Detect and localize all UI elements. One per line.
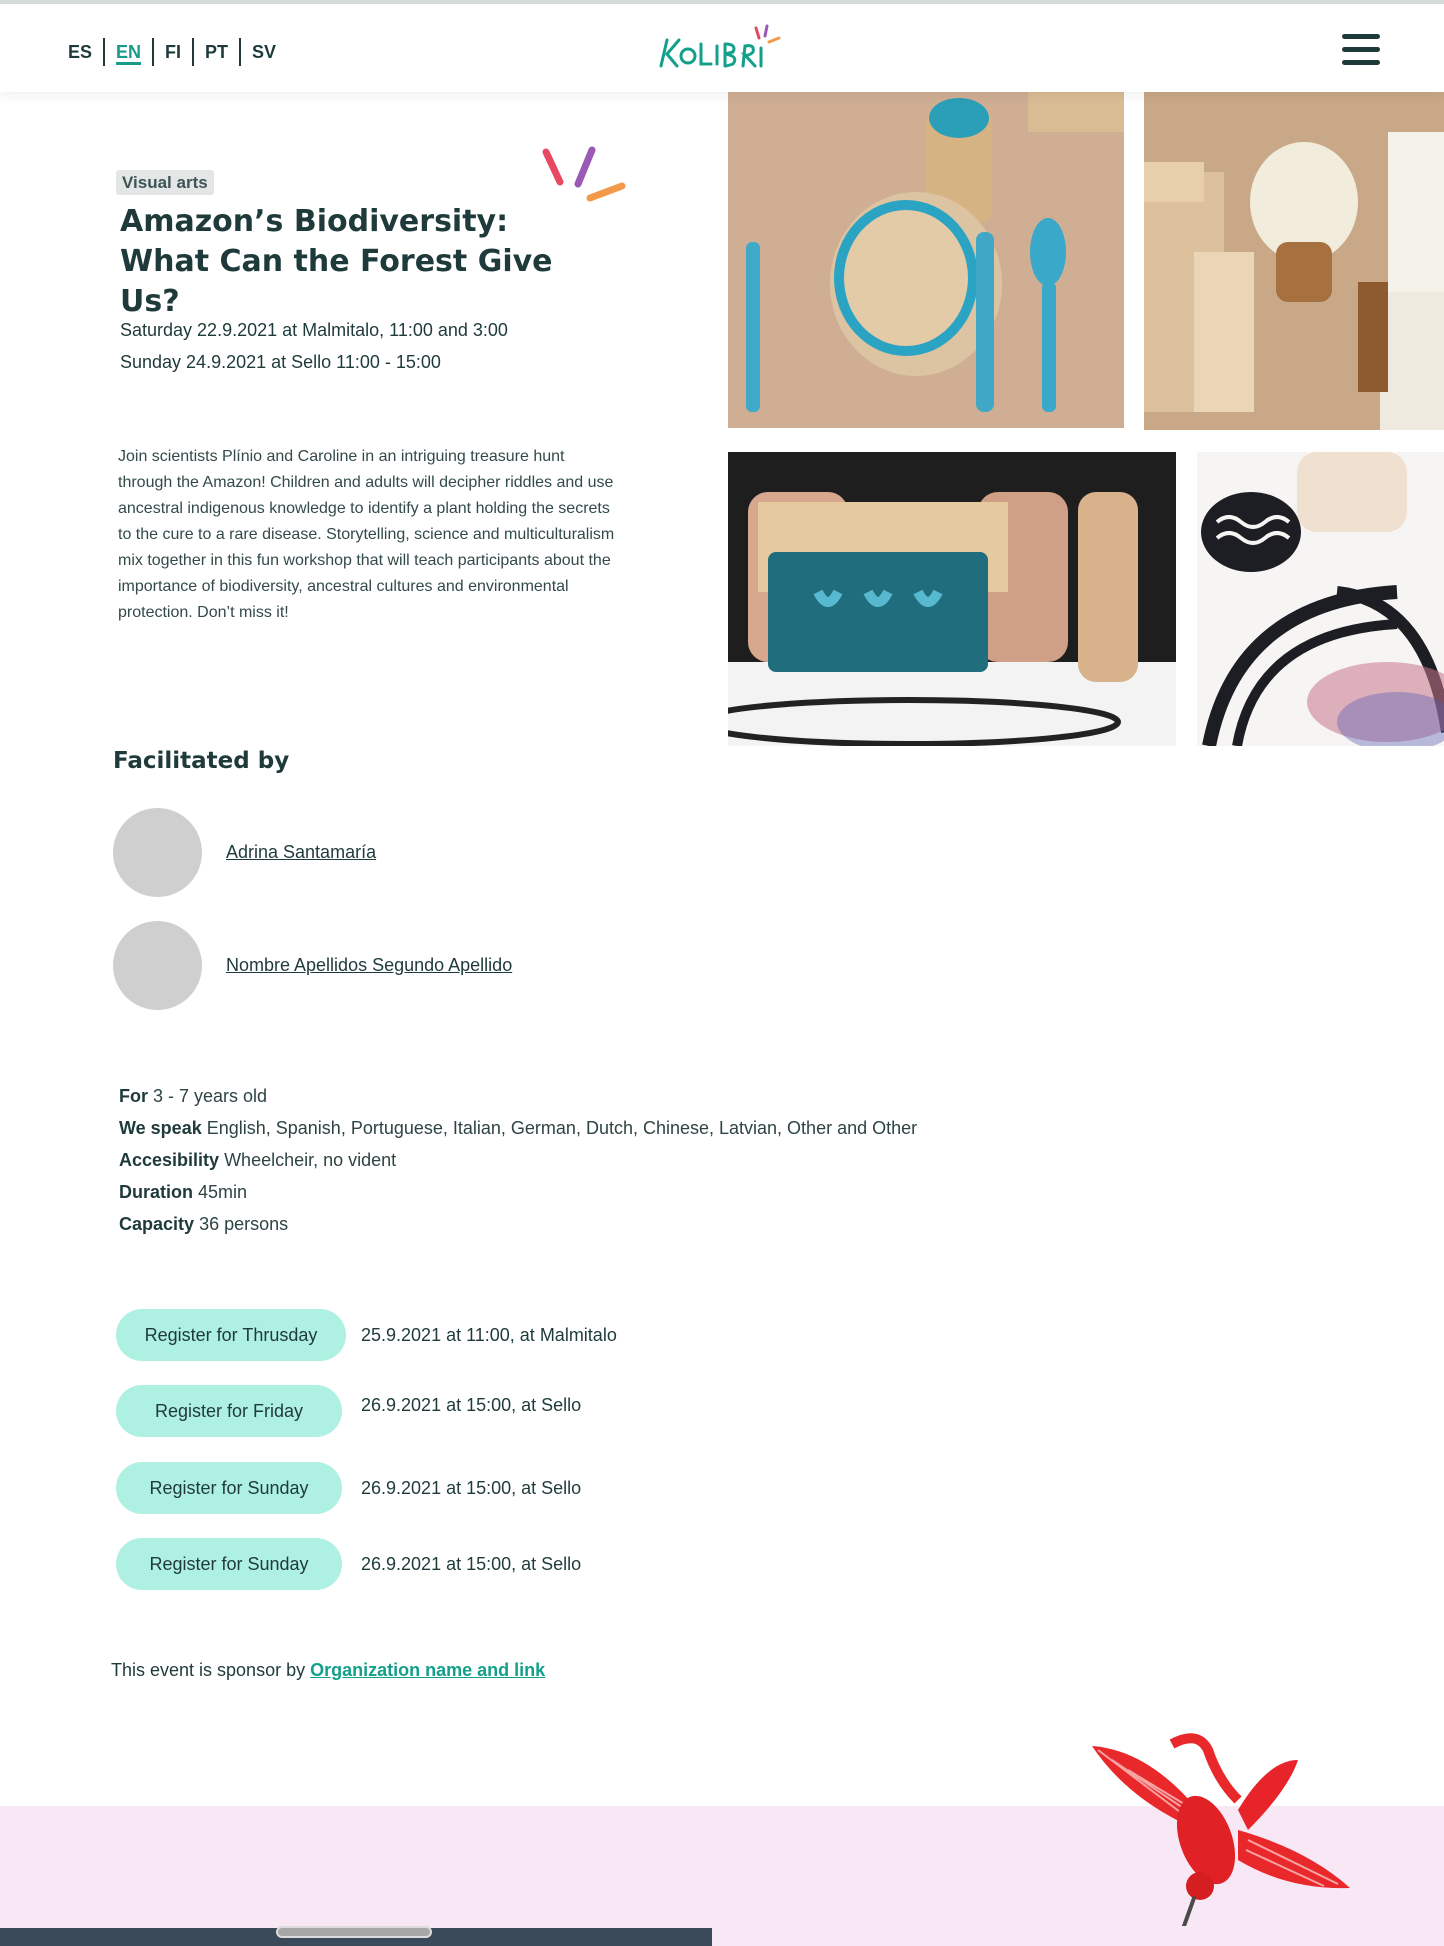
photo-printed-pattern[interactable] — [1197, 452, 1444, 746]
detail-languages — [119, 1112, 917, 1144]
event-description: Join scientists Plínio and Caroline in an intriguing treasure hunt through the Amazon! Children and adults will decipher riddles and use ancestral indigenous knowledge to identify a plant holding the secrets to the cure to a rare disease. Storytelling, science and multiculturalism mix together in this fun workshop that will teach participants about the importance of biodiversity, ancestral cultures and environmental protection. Don’t miss it! — [118, 448, 615, 621]
hummingbird-illustration-icon — [1088, 1720, 1358, 1926]
detail-label: Duration — [119, 1182, 193, 1202]
detail-value: 45min — [198, 1182, 248, 1202]
lang-pt[interactable]: PT — [205, 42, 229, 62]
detail-label: For — [119, 1086, 148, 1106]
facilitator-link[interactable]: Nombre Apellidos Segundo Apellido — [226, 955, 513, 975]
facilitator-link[interactable]: Adrina Santamaría — [226, 842, 377, 862]
detail-value: 36 persons — [199, 1214, 289, 1234]
event-title: Amazon’s Biodiversity: What Can the Forest Give Us? — [120, 204, 553, 319]
lang-en[interactable]: EN — [116, 42, 142, 62]
detail-value: 3 - 7 years old — [153, 1086, 268, 1106]
event-photo-gallery — [728, 92, 1444, 746]
hamburger-line — [1342, 34, 1380, 39]
decorative-accent-icon — [540, 146, 630, 208]
facilitators-heading: Facilitated by — [113, 748, 290, 774]
kolibri-logo[interactable] — [655, 18, 785, 78]
detail-duration — [119, 1176, 917, 1208]
register-button[interactable]: Register for Sunday — [116, 1538, 342, 1590]
avatar — [113, 921, 202, 1010]
detail-value: Wheelcheir, no vident — [224, 1150, 397, 1170]
registration-info: 26.9.2021 at 15:00, at Sello — [361, 1477, 582, 1498]
language-switcher — [68, 38, 287, 66]
registration-info: 26.9.2021 at 15:00, at Sello — [361, 1553, 582, 1574]
registration-info: 25.9.2021 at 11:00, at Malmitalo — [361, 1324, 617, 1345]
register-button[interactable]: Register for Thrusday — [116, 1309, 346, 1361]
registration-row — [116, 1538, 581, 1590]
lang-sv[interactable]: SV — [252, 42, 277, 62]
detail-value: English, Spanish, Portuguese, Italian, German, Dutch, Chinese, Latvian, Other and Other — [206, 1118, 918, 1138]
lang-fi[interactable]: FI — [165, 42, 182, 62]
site-header — [0, 4, 1444, 92]
event-date-line: Sunday 24.9.2021 at Sello 11:00 - 15:00 — [120, 352, 441, 372]
facilitator-item — [113, 808, 376, 897]
logo-mark — [655, 18, 785, 78]
detail-label: Capacity — [119, 1214, 195, 1234]
registration-row — [116, 1385, 581, 1437]
event-details — [119, 1080, 917, 1240]
event-dates — [120, 314, 508, 378]
registration-row — [116, 1462, 581, 1514]
photo-wooden-stamps-brush[interactable] — [1144, 92, 1444, 430]
detail-label: We speak — [119, 1118, 202, 1138]
registration-info: 26.9.2021 at 15:00, at Sello — [361, 1394, 582, 1415]
category-tag[interactable]: Visual arts — [116, 170, 214, 195]
hamburger-line — [1342, 47, 1380, 52]
detail-age — [119, 1080, 917, 1112]
sponsor-link[interactable]: Organization name and link — [310, 1660, 546, 1680]
register-button[interactable]: Register for Friday — [116, 1385, 342, 1437]
event-date-line: Saturday 22.9.2021 at Malmitalo, 11:00 and 3:00 — [120, 320, 508, 340]
carousel-handle[interactable] — [276, 1926, 432, 1938]
lang-es[interactable]: ES — [68, 42, 93, 62]
avatar — [113, 808, 202, 897]
sponsor-text: This event is sponsor by — [111, 1660, 306, 1680]
detail-capacity — [119, 1208, 917, 1240]
photo-ceramic-tableware[interactable] — [728, 92, 1124, 428]
detail-accessibility — [119, 1144, 917, 1176]
hamburger-menu-button[interactable] — [1342, 34, 1380, 66]
sponsor-line — [111, 1660, 545, 1681]
register-button[interactable]: Register for Sunday — [116, 1462, 342, 1514]
registration-row — [116, 1309, 617, 1361]
hamburger-line — [1342, 60, 1380, 65]
detail-label: Accesibility — [119, 1150, 220, 1170]
facilitator-item — [113, 921, 512, 1010]
photo-hands-printing-stamp[interactable] — [728, 452, 1176, 746]
